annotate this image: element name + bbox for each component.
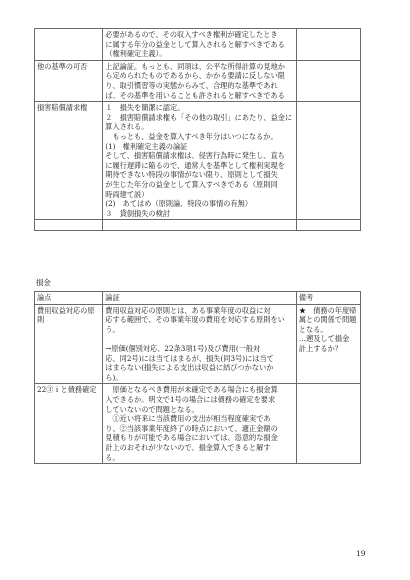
argument-line: →原価(個別対応、22条3項1号)及び費用(一般対 bbox=[105, 343, 261, 353]
table-row bbox=[35, 102, 361, 220]
argument-line: 見積もりが可能である場合においては、恣意的な損金 bbox=[105, 433, 278, 443]
empty-cell bbox=[35, 220, 103, 231]
argument-cell bbox=[103, 384, 297, 464]
topic-cell bbox=[35, 29, 103, 61]
argument-line: 計上のおそれが少ないので、損金算入できると解す bbox=[105, 442, 271, 452]
table-row bbox=[35, 60, 361, 101]
column-header-note: 備考 bbox=[296, 292, 360, 305]
argument-line: 時両建て説） bbox=[105, 189, 149, 199]
note-line: …遡及して損金 bbox=[298, 334, 350, 344]
table-row bbox=[35, 384, 361, 464]
table-revenue-issues bbox=[34, 28, 361, 231]
argument-line: に履行遅滞に陥るので、通常人を基準として権利実現を bbox=[105, 160, 285, 170]
note-cell bbox=[296, 60, 360, 101]
argument-line bbox=[105, 334, 294, 344]
section-heading: 損金 bbox=[36, 278, 51, 287]
argument-line: に属する年分の益金として算入されると解すべきである bbox=[105, 39, 285, 49]
argument-line: り、取引慣習等の実態からみて、合理的な基準であれ bbox=[105, 80, 278, 90]
argument-line: ①近い将来に当該費用の支出が相当程度確実であ bbox=[105, 414, 271, 424]
argument-line: 原価となるべき費用が未確定である場合にも損金算 bbox=[105, 385, 278, 395]
table-row bbox=[35, 29, 361, 61]
table-expense-issues bbox=[34, 291, 361, 464]
argument-cell bbox=[103, 102, 297, 220]
empty-cell bbox=[296, 220, 360, 231]
argument-line: る。 bbox=[105, 452, 120, 462]
argument-line: ２ 損害賠償請求権も「その他の取引」にあたり、益金に bbox=[105, 112, 293, 122]
argument-line: (1) 権利確定主義の論証 bbox=[105, 141, 188, 151]
note-cell bbox=[296, 304, 360, 384]
table-row bbox=[35, 304, 361, 384]
note-line: となる。 bbox=[298, 324, 328, 334]
topic-cell: 22③ｉと債務確定 bbox=[35, 384, 103, 464]
argument-line: 応する範囲で、その事業年度の費用を対応する原則をい bbox=[105, 315, 285, 325]
topic-cell: 他の基準の可否 bbox=[35, 60, 103, 101]
argument-line: が生じた年分の益金として算入すべきである（原則同 bbox=[105, 179, 278, 189]
note-cell bbox=[296, 384, 360, 464]
note-line: 計上するか？ bbox=[298, 343, 342, 353]
argument-line: う。 bbox=[105, 324, 120, 334]
topic-cell: 費用収益対応の原則 bbox=[35, 304, 103, 384]
table-row-empty bbox=[35, 220, 361, 231]
column-header-argument: 論証 bbox=[103, 292, 297, 305]
note-line: ★ 債務の年度帰 bbox=[298, 305, 357, 315]
argument-line: り、②当該事業年度終了の時点において、適正金額の bbox=[105, 423, 278, 433]
note-cell bbox=[296, 29, 360, 61]
argument-line: 期待できない特段の事情がない限り、原則として損失 bbox=[105, 170, 278, 180]
argument-line: ば、その基準を用いることも許されると解すべきである bbox=[105, 90, 285, 100]
argument-line: １ 損失を簡潔に認定。 bbox=[105, 103, 185, 113]
note-cell bbox=[296, 102, 360, 220]
argument-line: （権利確定主義）。 bbox=[105, 49, 167, 59]
argument-line: 入できるか。明文で1号の場合には債務の確定を要求 bbox=[105, 394, 276, 404]
page-number: 19 bbox=[356, 549, 366, 558]
argument-line: 算入される。 bbox=[105, 122, 149, 132]
argument-cell bbox=[103, 304, 297, 384]
argument-line: 応、同2号)には当てはまるが、損失(同3号)には当て bbox=[105, 353, 274, 363]
topic-cell: 損害賠償請求権 bbox=[35, 102, 103, 220]
argument-cell bbox=[103, 29, 297, 61]
table-header-row bbox=[35, 292, 361, 305]
column-header-topic: 論点 bbox=[35, 292, 103, 305]
argument-line: 費用収益対応の原則とは、ある事業年度の収益に対 bbox=[105, 305, 271, 315]
argument-line: ら)。 bbox=[105, 372, 123, 382]
argument-line: (2) あてはめ（原則論、特段の事情の有無） bbox=[105, 199, 253, 209]
argument-line: ３ 貸倒損失の検討 bbox=[105, 208, 170, 218]
empty-cell bbox=[103, 220, 297, 231]
argument-line: はまらない(損失による支出は収益に結びつかないか bbox=[105, 363, 274, 373]
argument-line: 上記論証。もっとも、同項は、公平な所得計算の見地か bbox=[105, 61, 285, 71]
argument-cell bbox=[103, 60, 297, 101]
argument-line: もっとも、益金を算入すべき年分はいつになるか。 bbox=[105, 131, 278, 141]
argument-line: そして、損害賠償請求権は、侵害行為時に発生し、直ち bbox=[105, 151, 285, 161]
argument-line: ら定められたものであるから、かかる要請に反しない限 bbox=[105, 71, 285, 81]
argument-line: 必要があるので、その収入すべき権利が確定したとき bbox=[105, 30, 278, 39]
note-line: 属との関係で問題 bbox=[298, 315, 357, 325]
argument-line: していないので問題となる。 bbox=[105, 404, 199, 414]
